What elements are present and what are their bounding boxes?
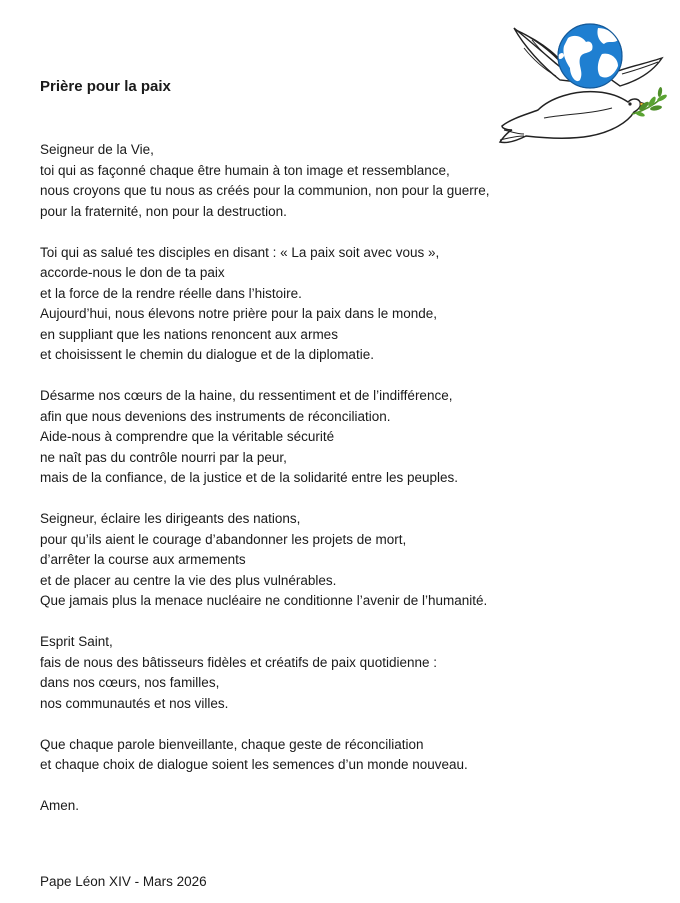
poem-line: et chaque choix de dialogue soient les semences d’un monde nouveau. [40,757,468,772]
poem-line: Toi qui as salué tes disciples en disant : « La paix soit avec vous », [40,244,440,260]
signature: Pape Léon XIV - Mars 2026 [40,874,207,889]
poem-line: Aujourd’hui, nous élevons notre prière pour la paix dans le monde, [40,306,437,321]
stanza [40,243,640,366]
prayer-title: Prière pour la paix [40,78,171,95]
poem-line: Que jamais plus la menace nucléaire ne conditionne l’avenir de l’humanité. [40,593,488,608]
poem-line: pour la fraternité, non pour la destruction. [40,203,287,219]
stanza [40,796,640,817]
poem-line: mais de la confiance, de la justice et de la solidarité entre les peuples. [40,470,458,485]
poem-line: ne naît pas du contrôle nourri par la peur, [40,449,287,465]
poem-line: pour qu’ils aient le courage d’abandonner les projets de mort, [40,531,407,547]
poem-line: d’arrêter la course aux armements [40,552,246,567]
poem-line: Que chaque parole bienveillante, chaque geste de réconciliation [40,736,424,752]
stanza [40,632,640,714]
poem-line: toi qui as façonné chaque être humain à ton image et ressemblance, [40,162,450,178]
stanza [40,386,640,489]
poem-line: nous croyons que tu nous as créés pour la communion, non pour la guerre, [40,183,490,198]
poem-line: Amen. [40,798,80,813]
stanza [40,140,640,222]
poem-line: et la force de la rendre réelle dans l’histoire. [40,285,302,301]
poem-line: et choisissent le chemin du dialogue et de la diplomatie. [40,347,374,362]
poem-line: en suppliant que les nations renoncent aux armes [40,326,338,342]
stanza [40,735,640,776]
poem-line: accorde-nous le don de ta paix [40,265,225,280]
stanza [40,509,640,612]
prayer-body [40,140,640,837]
poem-line: nos communautés et nos villes. [40,695,229,711]
poem-line: et de placer au centre la vie des plus vulnérables. [40,572,337,588]
poem-line: afin que nous devenions des instruments de réconciliation. [40,408,391,424]
poem-line: dans nos cœurs, nos familles, [40,675,220,690]
poem-line: Désarme nos cœurs de la haine, du ressentiment et de l’indifférence, [40,388,453,403]
poem-line: fais de nous des bâtisseurs fidèles et créatifs de paix quotidienne : [40,654,437,670]
poem-line: Seigneur de la Vie, [40,142,154,157]
poem-line: Aide-nous à comprendre que la véritable sécurité [40,429,335,444]
poem-line: Esprit Saint, [40,634,113,649]
dove-with-globe-icon [494,18,670,156]
poem-line: Seigneur, éclaire les dirigeants des nations, [40,511,301,526]
